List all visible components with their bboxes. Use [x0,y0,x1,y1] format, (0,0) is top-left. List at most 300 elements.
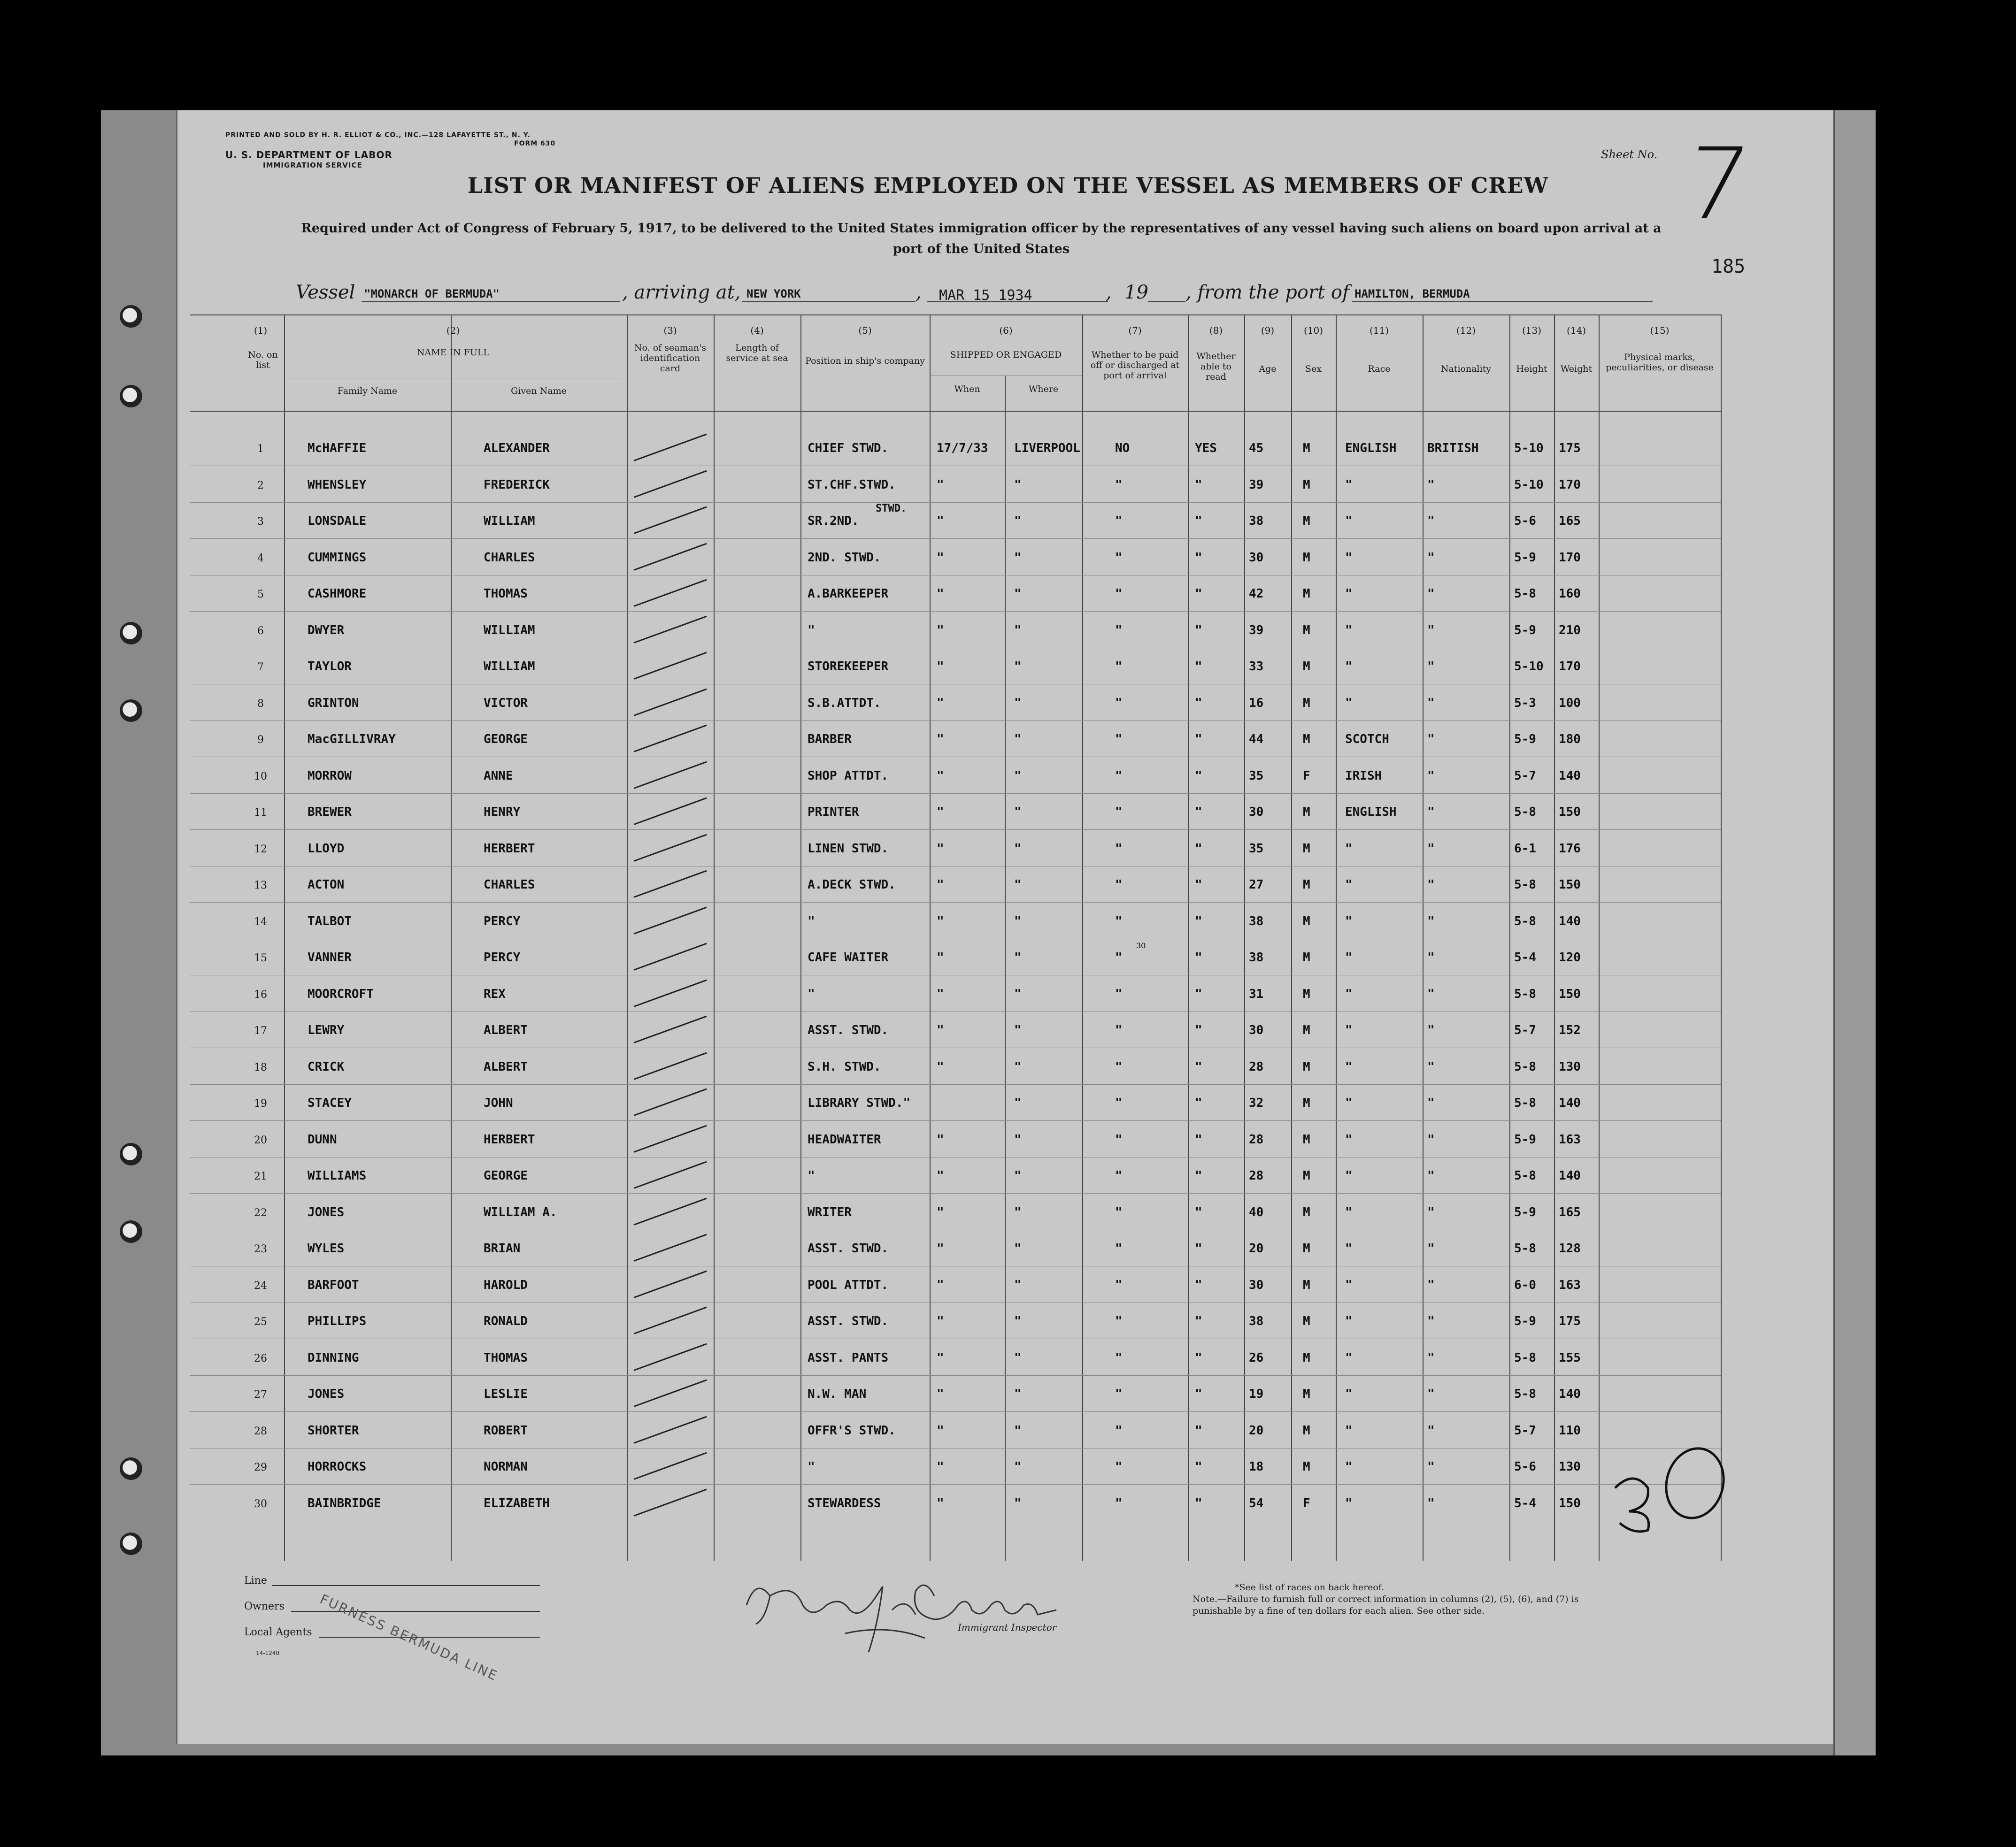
row-race: " [1345,1496,1353,1510]
row-nationality: " [1427,987,1435,1001]
row-sex: M [1303,1132,1310,1147]
row-given-name: HENRY [484,805,521,819]
row-shipped-when: " [937,587,944,601]
row-family-name: SHORTER [308,1423,359,1438]
row-sex: M [1303,1205,1310,1219]
row-race: " [1345,1169,1353,1183]
line-underline [272,1585,540,1586]
row-number: 2 [257,479,264,491]
punch-hole-icon [120,1220,142,1243]
row-weight: 155 [1559,1350,1581,1365]
row-race: " [1345,1023,1353,1037]
row-shipped-when: " [937,1132,944,1147]
row-able-read: " [1195,696,1202,710]
row-weight: 163 [1559,1132,1581,1147]
row-family-name: BAINBRIDGE [308,1496,381,1510]
row-given-name: CHARLES [484,878,535,892]
row-shipped-when: 17/7/33 [937,441,988,455]
row-rule [190,793,1721,794]
row-shipped-where: " [1014,732,1022,746]
row-able-read: YES [1195,441,1217,455]
row-race: " [1345,623,1353,637]
col-length-service: Length of service at sea [726,343,788,363]
row-age: 38 [1249,1314,1264,1328]
row-given-name: ELIZABETH [484,1496,550,1510]
row-shipped-where: " [1014,1460,1022,1474]
row-height: 5-9 [1514,1205,1536,1219]
row-able-read: " [1195,805,1202,819]
row-shipped-when: " [937,1023,944,1037]
row-height: 5-4 [1514,950,1536,965]
row-given-name: GEORGE [484,732,528,746]
row-position: ASST. STWD. [808,1314,889,1328]
row-nationality: " [1427,1059,1435,1074]
row-shipped-when: " [937,1242,944,1256]
row-age: 30 [1249,1023,1264,1037]
row-position: CHIEF STWD. [808,441,889,455]
row-able-read: " [1195,1059,1202,1074]
row-shipped-where: " [1014,1496,1022,1510]
col-id-card: No. of seaman's identification card [634,343,707,374]
id-card-slash-mark [633,797,707,825]
id-card-slash-mark [633,688,707,716]
row-nationality: " [1427,1132,1435,1147]
row-weight: 130 [1559,1460,1581,1474]
row-age: 39 [1249,623,1264,637]
arriving-port: NEW YORK [746,287,801,300]
row-position: SR.2ND. [808,514,859,528]
row-shipped-when: " [937,950,944,965]
row-sex: M [1303,623,1310,637]
row-shipped-when: " [937,1460,944,1474]
col-weight: Weight [1560,364,1593,374]
vessel-underline [362,301,620,302]
id-card-slash-mark [633,434,707,461]
row-shipped-when: " [937,1205,944,1219]
row-age: 28 [1249,1169,1264,1183]
row-given-name: WILLIAM [484,623,535,637]
id-card-slash-mark [633,615,707,643]
row-weight: 175 [1559,441,1581,455]
row-race: " [1345,1059,1353,1074]
row-height: 5-7 [1514,1023,1536,1037]
col-num: (3) [663,325,677,336]
row-paid-off: " [1115,623,1123,637]
row-given-name: LESLIE [484,1387,528,1401]
row-age: 19 [1249,1387,1264,1401]
id-card-slash-mark [633,1197,707,1225]
row-height: 5-9 [1514,550,1536,565]
row-family-name: VANNER [308,950,352,965]
row-sex: M [1303,1169,1310,1183]
row-family-name: DINNING [308,1350,359,1365]
agents-underline [319,1637,540,1638]
from-port: HAMILTON, BERMUDA [1354,287,1470,300]
row-paid-off: " [1115,659,1123,674]
id-card-slash-mark [633,1416,707,1443]
row-race: IRISH [1345,768,1382,783]
row-given-name: NORMAN [484,1460,528,1474]
row-height: 5-9 [1514,1314,1536,1328]
note-text: Note.—Failure to furnish full or correct information in columns (2), (5), (6), and (7) is punishable by a fine of ten dollars for each alien. See other side. [1193,1594,1579,1616]
id-card-slash-mark [633,1052,707,1080]
col-height: Height [1516,364,1547,374]
row-able-read: " [1195,841,1202,856]
row-family-name: DWYER [308,623,345,637]
id-card-slash-mark [633,906,707,934]
row-weight: 140 [1559,768,1581,783]
col-num: (11) [1369,325,1389,336]
id-card-slash-mark [633,1270,707,1298]
row-age: 35 [1249,841,1264,856]
row-sex: M [1303,1278,1310,1292]
row-race: ENGLISH [1345,805,1397,819]
row-sex: M [1303,441,1310,455]
date-underline [927,301,1108,302]
row-race: " [1345,987,1353,1001]
row-height: 5-10 [1514,441,1544,455]
row-paid-off: " [1115,914,1123,928]
id-card-slash-mark [633,579,707,607]
row-race: " [1345,1460,1353,1474]
row-position: POOL ATTDT. [808,1278,889,1292]
row-weight: 150 [1559,805,1581,819]
col-num: (1) [254,325,268,336]
row-number: 16 [254,989,267,1001]
col-where: Where [1028,384,1059,394]
row-number: 9 [257,734,264,746]
row-number: 20 [254,1134,267,1146]
row-family-name: MacGILLIVRAY [308,732,396,746]
row-sex: M [1303,1059,1310,1074]
row-paid-off: " [1115,550,1123,565]
row-paid-off: " [1115,1278,1123,1292]
year-underline [1148,301,1185,302]
row-paid-off: " [1115,950,1123,965]
row-nationality: " [1427,514,1435,528]
row-shipped-where: " [1014,841,1022,856]
row-height: 5-10 [1514,477,1544,492]
row-shipped-when: " [937,1278,944,1292]
row-nationality: " [1427,1423,1435,1438]
row-shipped-when: " [937,768,944,783]
row-able-read: " [1195,587,1202,601]
row-able-read: " [1195,732,1202,746]
row-position: " [808,987,815,1001]
row-paid-off: " [1115,696,1123,710]
row-shipped-when: " [937,514,944,528]
id-card-slash-mark [633,543,707,570]
col-shipped: SHIPPED OR ENGAGED [950,350,1062,360]
row-age: 40 [1249,1205,1264,1219]
row-shipped-when: " [937,805,944,819]
row-sex: M [1303,1350,1310,1365]
row-sex: M [1303,1460,1310,1474]
row-height: 5-9 [1514,1132,1536,1147]
row-age: 44 [1249,732,1264,746]
stamp-number: 185 [1711,256,1746,277]
row-family-name: JONES [308,1205,345,1219]
row-nationality: " [1427,477,1435,492]
agents-label: Local Agents [244,1626,312,1638]
row-shipped-where: " [1014,587,1022,601]
row-rule [190,611,1721,612]
from-port-underline [1352,301,1653,302]
row-paid-off: " [1115,1314,1123,1328]
row-race: SCOTCH [1345,732,1389,746]
row-position: S.H. STWD. [808,1059,881,1074]
owners-underline [291,1611,540,1612]
row-family-name: WHENSLEY [308,477,367,492]
punch-hole-icon [120,622,142,644]
row-family-name: LONSDALE [308,514,367,528]
row-able-read: " [1195,477,1202,492]
row-shipped-where: " [1014,1023,1022,1037]
col-num: (5) [858,325,872,336]
row-family-name: TALBOT [308,914,352,928]
row-shipped-when: " [937,659,944,674]
row-position: ASST. STWD. [808,1023,889,1037]
row-position: " [808,623,815,637]
row-nationality: " [1427,550,1435,565]
row-race: " [1345,696,1353,710]
row-shipped-when: " [937,841,944,856]
row-able-read: " [1195,514,1202,528]
row-weight: 128 [1559,1242,1581,1256]
row-number: 30 [254,1498,267,1510]
row-age: 42 [1249,587,1264,601]
col-name-in-full: NAME IN FULL [416,347,490,358]
punch-hole-icon [120,305,142,328]
row-able-read: " [1195,768,1202,783]
row-shipped-where: " [1014,878,1022,892]
row-height: 5-9 [1514,732,1536,746]
punch-hole-icon [120,385,142,407]
row-able-read: " [1195,1205,1202,1219]
row-race: " [1345,1350,1353,1365]
footer-notes [1193,1582,1615,1617]
row-able-read: " [1195,1387,1202,1401]
col-paid-off: Whether to be paid off or discharged at port of arrival [1090,350,1180,381]
row-shipped-where: " [1014,696,1022,710]
row-able-read: " [1195,1242,1202,1256]
row-paid-off: " [1115,1387,1123,1401]
row-shipped-when: " [937,1169,944,1183]
row-nationality: " [1427,696,1435,710]
row-number: 3 [257,516,264,528]
row-race: " [1345,1096,1353,1110]
row-number: 23 [254,1243,267,1255]
row-height: 5-8 [1514,587,1536,601]
row-given-name: FREDERICK [484,477,550,492]
row-given-name: BRIAN [484,1242,521,1256]
row-position: PRINTER [808,805,859,819]
row-position: A.DECK STWD. [808,878,896,892]
row-shipped-when: " [937,1387,944,1401]
row-able-read: " [1195,987,1202,1001]
id-card-slash-mark [633,943,707,971]
row-number: 11 [254,807,267,819]
row-paid-off: " [1115,1242,1123,1256]
row-weight: 160 [1559,587,1581,601]
row-paid-off: " [1115,987,1123,1001]
row-age: 30 [1249,805,1264,819]
row-nationality: " [1427,732,1435,746]
row-able-read: " [1195,1314,1202,1328]
row-number: 4 [257,552,264,564]
row-race: " [1345,1387,1353,1401]
row-paid-off: " [1115,1169,1123,1183]
col-num: (7) [1128,325,1142,336]
row-race: " [1345,550,1353,565]
row-weight: 100 [1559,696,1581,710]
row-paid-off: " [1115,732,1123,746]
row-paid-off: " [1115,587,1123,601]
row-number: 10 [254,770,267,782]
row-shipped-where: " [1014,805,1022,819]
col-num: (6) [999,325,1013,336]
row-family-name: CRICK [308,1059,345,1074]
row-race: " [1345,1205,1353,1219]
row-age: 28 [1249,1059,1264,1074]
row-nationality: " [1427,1023,1435,1037]
row-sex: F [1303,1496,1310,1510]
total-text: 30 [1136,941,1146,950]
row-weight: 165 [1559,514,1581,528]
row-number: 6 [257,625,264,637]
row-nationality: " [1427,914,1435,928]
id-card-slash-mark [633,1234,707,1262]
row-shipped-where: " [1014,623,1022,637]
row-nationality: " [1427,805,1435,819]
vessel-label: Vessel [296,282,355,303]
row-family-name: STACEY [308,1096,352,1110]
arrival-date-stamp: MAR 15 1934 [939,287,1032,304]
row-position: ASST. PANTS [808,1350,889,1365]
row-paid-off: " [1115,1460,1123,1474]
row-weight: 165 [1559,1205,1581,1219]
row-shipped-where: " [1014,514,1022,528]
row-position: ST.CHF.STWD. [808,477,896,492]
row-height: 5-8 [1514,1096,1536,1110]
row-number: 27 [254,1389,267,1401]
row-number: 26 [254,1352,267,1364]
row-given-name: THOMAS [484,587,528,601]
row-paid-off: " [1115,878,1123,892]
row-age: 16 [1249,696,1264,710]
row-race: " [1345,841,1353,856]
row-number: 25 [254,1316,267,1328]
row-given-name: ALEXANDER [484,441,550,455]
id-card-slash-mark [633,652,707,680]
row-position: " [808,1460,815,1474]
row-weight: 140 [1559,1169,1581,1183]
row-age: 35 [1249,768,1264,783]
id-card-slash-mark [633,506,707,534]
id-card-slash-mark [633,834,707,861]
row-able-read: " [1195,1350,1202,1365]
punch-hole-icon [120,1457,142,1480]
id-card-slash-mark [633,979,707,1007]
id-card-slash-mark [633,1161,707,1189]
row-given-name: WILLIAM [484,659,535,674]
row-family-name: HORROCKS [308,1460,367,1474]
row-weight: 175 [1559,1314,1581,1328]
col-position: Position in ship's company [805,356,925,366]
inspector-label: Immigrant Inspector [958,1622,1057,1633]
row-paid-off: " [1115,1205,1123,1219]
row-number: 15 [254,952,267,964]
row-able-read: " [1195,1023,1202,1037]
row-race: ENGLISH [1345,441,1397,455]
row-position: STEWARDESS [808,1496,881,1510]
row-paid-off: " [1115,477,1123,492]
row-sex: M [1303,878,1310,892]
row-sex: M [1303,514,1310,528]
row-height: 5-8 [1514,1059,1536,1074]
row-race: " [1345,1278,1353,1292]
row-number: 5 [257,589,264,600]
row-shipped-where: " [1014,768,1022,783]
row-given-name: JOHN [484,1096,513,1110]
year-label: 19 [1124,282,1148,303]
row-sex: M [1303,696,1310,710]
id-card-slash-mark [633,1088,707,1116]
id-card-slash-mark [633,1016,707,1043]
row-rule [190,1375,1721,1376]
row-age: 31 [1249,987,1264,1001]
row-shipped-where: " [1014,1205,1022,1219]
row-shipped-where: " [1014,914,1022,928]
row-race: " [1345,587,1353,601]
row-shipped-when: " [937,623,944,637]
row-nationality: " [1427,841,1435,856]
row-able-read: " [1195,1423,1202,1438]
row-shipped-where: " [1014,550,1022,565]
row-weight: 150 [1559,878,1581,892]
row-rule [190,720,1721,721]
row-weight: 150 [1559,1496,1581,1510]
row-age: 20 [1249,1242,1264,1256]
row-nationality: " [1427,878,1435,892]
sheet-number: 7 [1677,127,1756,242]
row-age: 45 [1249,441,1264,455]
id-card-slash-mark [633,1452,707,1480]
row-given-name: GEORGE [484,1169,528,1183]
row-height: 5-6 [1514,1460,1536,1474]
row-position: CAFE WAITER [808,950,889,965]
row-nationality: " [1427,1350,1435,1365]
form-number: 14-1240 [256,1650,280,1656]
row-number: 14 [254,916,267,928]
row-position: A.BARKEEPER [808,587,889,601]
col-num: (9) [1261,325,1275,336]
row-age: 30 [1249,550,1264,565]
row-rule [190,1084,1721,1085]
row-weight: 140 [1559,914,1581,928]
id-card-slash-mark [633,1343,707,1371]
col-when: When [954,384,980,394]
row-sex: M [1303,732,1310,746]
row-nationality: " [1427,1278,1435,1292]
row-nationality: " [1427,1169,1435,1183]
row-shipped-where: " [1014,987,1022,1001]
row-nationality: " [1427,1242,1435,1256]
col-able-read: Whether able to read [1196,351,1236,382]
row-number: 1 [257,443,264,455]
row-number: 29 [254,1462,267,1473]
row-position: HEADWAITER [808,1132,881,1147]
